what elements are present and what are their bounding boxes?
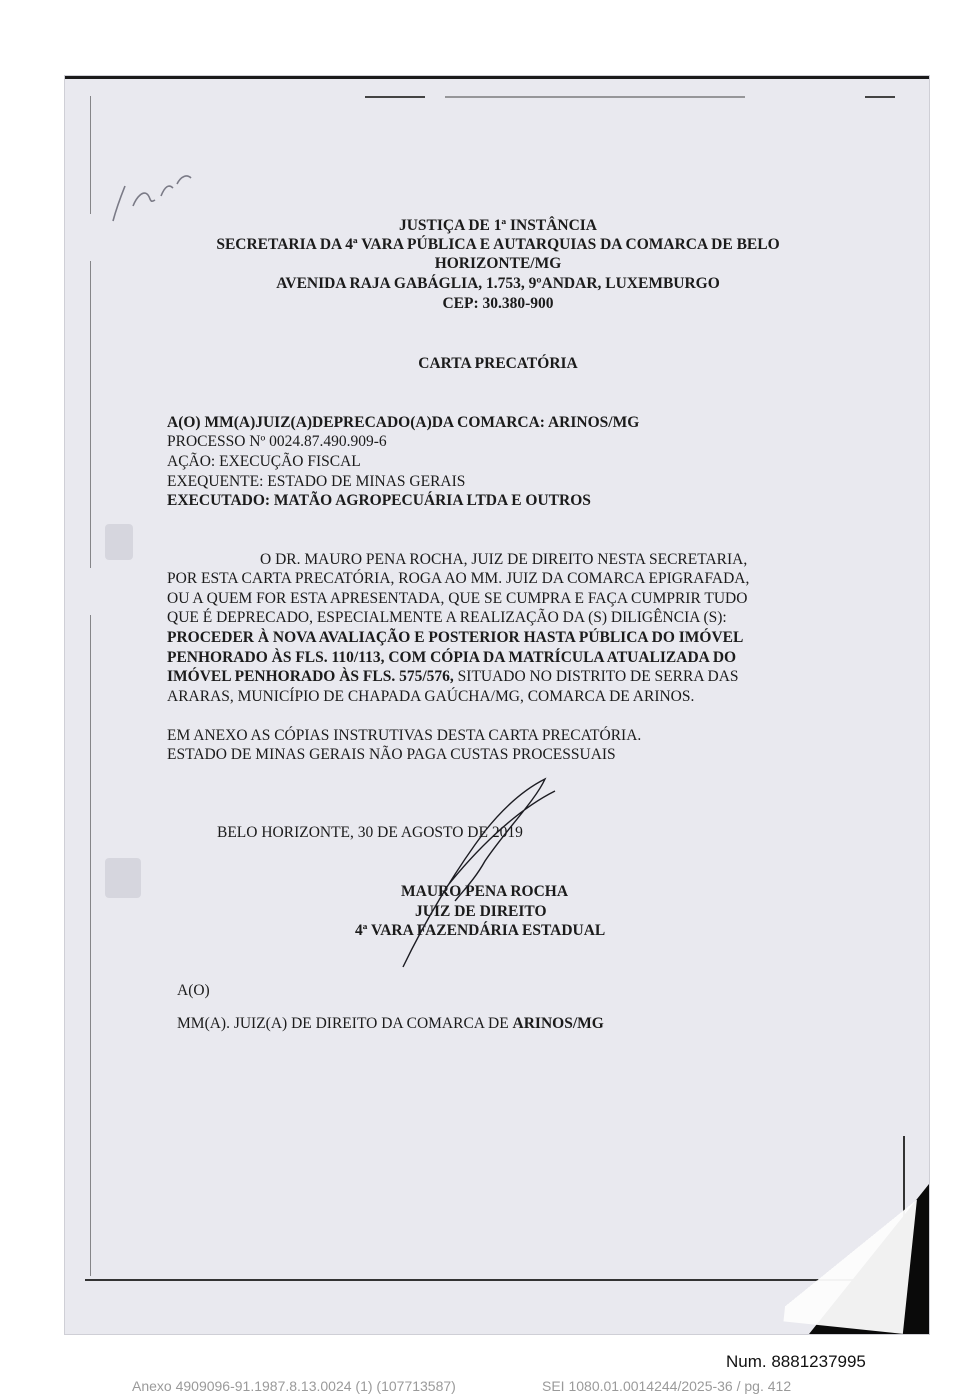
body-fragment: SITUADO NO DISTRITO DE SERRA DAS (453, 668, 739, 685)
scan-top-mark (865, 96, 895, 98)
scan-bottom-border (85, 1279, 885, 1281)
case-plaintiff: EXEQUENTE: ESTADO DE MINAS GERAIS (167, 473, 466, 490)
document-number: Num. 8881237995 (726, 1352, 866, 1371)
annex-note: EM ANEXO AS CÓPIAS INSTRUTIVAS DESTA CARTA PRECATÓRIA. (167, 727, 642, 744)
header-line: HORIZONTE/MG (434, 255, 562, 272)
signer-court: 4ª VARA FAZENDÁRIA ESTADUAL (355, 922, 606, 939)
body-bold-fragment: IMÓVEL PENHORADO ÀS FLS. 575/576, (167, 668, 454, 685)
body-line: ARARAS, MUNICÍPIO DE CHAPADA GAÚCHA/MG, COMARCA DE ARINOS. (167, 688, 695, 705)
header-address: AVENIDA RAJA GABÁGLIA, 1.753, 9ºANDAR, LUXEMBURGO (276, 275, 720, 292)
body-line: POR ESTA CARTA PRECATÓRIA, ROGA AO MM. JUIZ DA COMARCA EPIGRAFADA, (167, 570, 750, 587)
body-line: QUE É DEPRECADO, ESPECIALMENTE A REALIZAÇÃO DA (S) DILIGÊNCIA (S): (167, 609, 727, 626)
recipient-comarca: ARINOS/MG (512, 1015, 604, 1032)
case-process-number: PROCESSO Nº 0024.87.490.909-6 (167, 433, 387, 450)
signer-role: JUIZ DE DIREITO (415, 903, 547, 920)
costs-note: ESTADO DE MINAS GERAIS NÃO PAGA CUSTAS PROCESSUAIS (167, 746, 616, 763)
annex-reference: Anexo 4909096-91.1987.8.13.0024 (1) (107713587) (132, 1378, 456, 1394)
body-line: OU A QUEM FOR ESTA APRESENTADA, QUE SE CUMPRA E FAÇA CUMPRIR TUDO (167, 590, 748, 607)
body-line: O DR. MAURO PENA ROCHA, JUIZ DE DIREITO NESTA SECRETARIA, (260, 551, 748, 568)
body-bold-line: PENHORADO ÀS FLS. 110/113, COM CÓPIA DA MATRÍCULA ATUALIZADA DO (167, 649, 737, 666)
scanned-page (64, 75, 930, 1335)
handwritten-signature (385, 771, 585, 971)
scan-top-mark (445, 96, 745, 98)
place-and-date: BELO HORIZONTE, 30 DE AGOSTO DE 2019 (217, 824, 523, 841)
body-bold-line: PROCEDER À NOVA AVALIAÇÃO E POSTERIOR HASTA PÚBLICA DO IMÓVEL (167, 629, 744, 646)
scan-top-mark (365, 96, 425, 98)
body-line (167, 667, 827, 687)
signer-name: MAURO PENA ROCHA (401, 883, 569, 900)
recipient-prefix: MM(A). JUIZ(A) DE DIREITO DA COMARCA DE (177, 1015, 513, 1032)
document-title: CARTA PRECATÓRIA (418, 355, 578, 372)
header-line: SECRETARIA DA 4ª VARA PÚBLICA E AUTARQUIAS DA COMARCA DE BELO (216, 236, 780, 253)
case-action: AÇÃO: EXECUÇÃO FISCAL (167, 453, 361, 470)
recipient-line: A(O) (177, 982, 210, 999)
scan-folded-corner (783, 1172, 918, 1334)
header-cep: CEP: 30.380-900 (442, 295, 554, 312)
case-defendant: EXECUTADO: MATÃO AGROPECUÁRIA LTDA E OUTROS (167, 492, 591, 509)
scan-smudge (105, 524, 133, 560)
scan-smudge (105, 858, 141, 898)
recipient-line (177, 1014, 604, 1034)
case-addressee: A(O) MM(A)JUIZ(A)DEPRECADO(A)DA COMARCA: ARINOS/MG (167, 414, 640, 431)
sei-reference: SEI 1080.01.0014244/2025-36 / pg. 412 (542, 1378, 792, 1394)
header-line: JUSTIÇA DE 1ª INSTÂNCIA (398, 217, 597, 234)
